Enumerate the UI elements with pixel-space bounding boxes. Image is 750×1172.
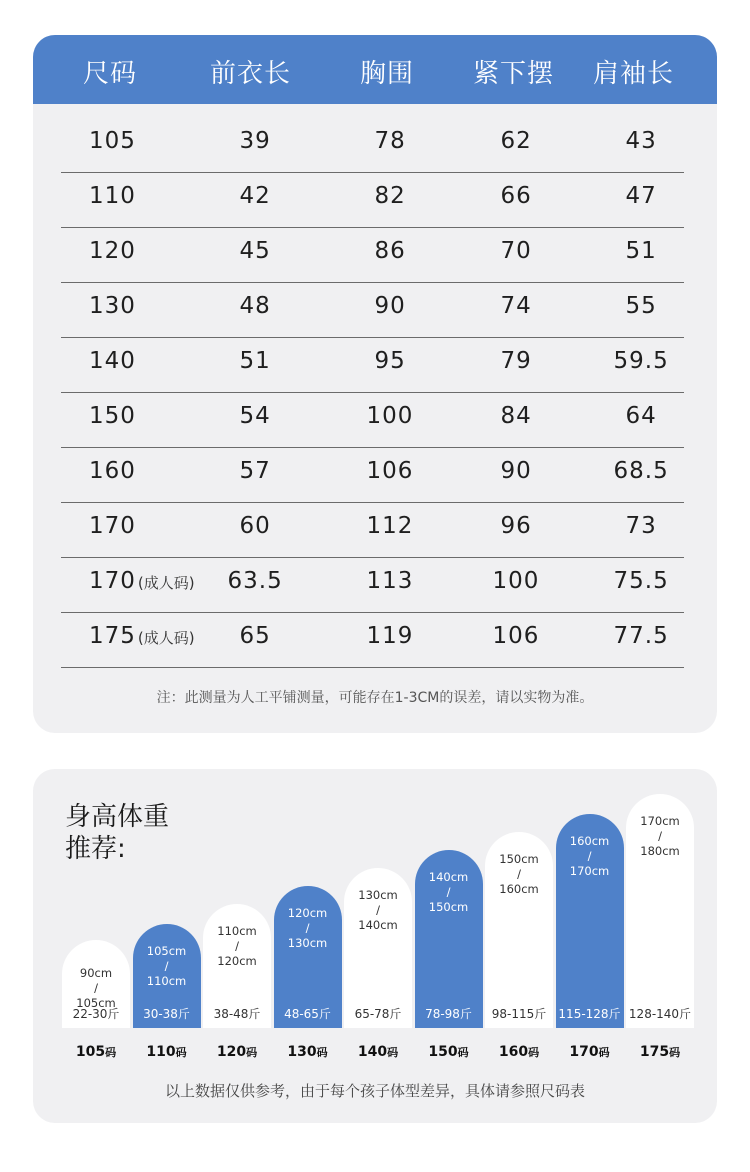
cell-value: 62 (500, 128, 532, 154)
height-weight-bar (626, 794, 694, 1028)
size-table-card (33, 35, 717, 733)
table-cell-sleeve (614, 458, 669, 484)
cell-value: 64 (625, 403, 657, 429)
cell-value: 78 (374, 128, 406, 154)
table-row (61, 613, 684, 668)
table-cell-chest (367, 623, 414, 649)
cell-value: 55 (625, 293, 657, 319)
size-label (62, 1044, 130, 1060)
size-number: 150 (428, 1044, 458, 1060)
cell-value: 42 (239, 183, 271, 209)
cell-value: 60 (239, 513, 271, 539)
weight-range: 65-78斤 (354, 1007, 402, 1021)
weight-range: 128-140斤 (628, 1007, 692, 1021)
size-number: 120 (216, 1044, 247, 1060)
size-unit: 码 (669, 1046, 681, 1059)
table-cell-chest (367, 403, 414, 429)
table-cell-size (89, 348, 136, 374)
height-sep: / (446, 885, 451, 899)
cell-value: 54 (239, 403, 271, 429)
table-cell-sleeve (614, 348, 669, 374)
table-cell-hem (501, 348, 532, 374)
size-label (626, 1044, 694, 1060)
height-top: 130cm (358, 888, 398, 902)
height-top: 150cm (499, 852, 539, 866)
cell-value: 106 (366, 458, 414, 484)
cell-value: 86 (374, 238, 406, 264)
height-sep: / (587, 849, 592, 863)
header-front-length: 前衣长 (210, 59, 292, 89)
table-cell-chest (367, 513, 414, 539)
table-row (61, 228, 684, 283)
size-label (274, 1044, 342, 1060)
table-note: 注：此测量为人工平铺测量，可能存在1-3CM的误差，请以实物为准。 (156, 690, 594, 706)
height-top: 90cm (79, 966, 113, 980)
cell-value: 95 (374, 348, 406, 374)
height-top: 170cm (640, 814, 680, 828)
height-bottom: 160cm (499, 882, 539, 896)
recommendation-title-line1: 身高体重 (65, 802, 170, 832)
height-sep: / (94, 981, 98, 995)
height-range (274, 906, 342, 951)
table-cell-size (89, 403, 136, 429)
header-shoulder-sleeve: 肩袖长 (593, 59, 675, 89)
table-cell-size (89, 128, 136, 154)
table-cell-sleeve (626, 183, 657, 209)
cell-value: 106 (492, 623, 540, 649)
size-label (203, 1044, 271, 1060)
height-bottom: 180cm (640, 844, 680, 858)
size-number: 130 (287, 1044, 317, 1060)
table-row (61, 448, 684, 503)
cell-value: 63.5 (227, 568, 283, 594)
size-unit: 码 (105, 1046, 117, 1059)
size-number: 160 (498, 1044, 529, 1060)
height-top: 110cm (217, 924, 257, 938)
table-cell-hem (501, 458, 532, 484)
recommendation-card (33, 769, 717, 1123)
height-weight-bar (203, 904, 271, 1028)
table-cell-front-length (240, 238, 271, 264)
height-bottom: 170cm (569, 864, 610, 878)
size-unit: 码 (387, 1046, 399, 1059)
height-sep: / (305, 921, 310, 935)
size-number: 170 (569, 1044, 599, 1060)
weight-range: 48-65斤 (284, 1007, 331, 1021)
height-weight-bar (415, 850, 483, 1028)
cell-value: 45 (239, 238, 271, 264)
height-top: 120cm (287, 906, 328, 920)
cell-value: 105 (89, 128, 136, 154)
weight-range: 30-38斤 (143, 1007, 190, 1021)
cell-value: 68.5 (613, 458, 669, 484)
table-cell-front-length (240, 623, 271, 649)
size-unit: 码 (528, 1046, 540, 1059)
table-cell-sleeve (626, 238, 657, 264)
table-cell-front-length (240, 458, 271, 484)
cell-value: 90 (374, 293, 406, 319)
cell-value: 48 (239, 293, 271, 319)
size-label (415, 1044, 483, 1060)
cell-value: 160 (89, 458, 136, 484)
height-sep: / (164, 959, 169, 973)
height-range (203, 924, 271, 969)
weight-range: 115-128斤 (558, 1007, 621, 1021)
table-cell-front-length (240, 293, 271, 319)
cell-value: 100 (366, 403, 414, 429)
table-cell-sleeve (626, 293, 657, 319)
size-unit: 码 (246, 1046, 258, 1059)
table-cell-size (89, 238, 136, 264)
cell-value: 120 (89, 238, 136, 264)
cell-value: 170 (89, 568, 136, 594)
recommendation-title (65, 801, 169, 865)
height-top: 140cm (428, 870, 469, 884)
table-cell-chest (375, 238, 406, 264)
cell-value: 100 (492, 568, 540, 594)
table-cell-sleeve (614, 568, 669, 594)
size-note: (成人码) (137, 629, 195, 647)
cell-value: 74 (500, 293, 532, 319)
table-cell-sleeve (626, 403, 657, 429)
size-number: 110 (146, 1044, 176, 1060)
table-cell-front-length (240, 128, 271, 154)
table-cell-chest (375, 348, 406, 374)
height-bottom: 130cm (287, 936, 328, 950)
table-cell-hem (501, 403, 532, 429)
cell-value: 70 (500, 238, 532, 264)
height-sep: / (658, 829, 662, 843)
header-size: 尺码 (83, 59, 138, 89)
table-cell-size (89, 183, 136, 209)
cell-value: 39 (239, 128, 271, 154)
table-cell-hem (493, 568, 540, 594)
table-cell-chest (367, 458, 414, 484)
cell-value: 66 (500, 183, 532, 209)
table-row (61, 393, 684, 448)
cell-value: 77.5 (613, 623, 669, 649)
size-unit: 码 (598, 1046, 610, 1059)
table-cell-chest (375, 128, 406, 154)
height-range (415, 870, 483, 915)
table-row (61, 503, 684, 558)
weight-range: 38-48斤 (213, 1007, 261, 1021)
weight-range: 78-98斤 (425, 1007, 472, 1021)
cell-value: 150 (89, 403, 136, 429)
header-hem: 紧下摆 (473, 59, 555, 89)
size-label (556, 1044, 624, 1060)
cell-value: 79 (500, 348, 532, 374)
height-bottom: 140cm (358, 918, 398, 932)
recommendation-title-line2: 推荐: (65, 834, 126, 864)
height-range (133, 944, 201, 989)
table-cell-size (89, 513, 136, 539)
height-bottom: 105cm (76, 996, 116, 1010)
cell-value: 175 (89, 623, 136, 649)
height-bottom: 150cm (428, 900, 469, 914)
table-cell-front-length (240, 348, 271, 374)
size-label (485, 1044, 553, 1060)
table-cell-size (89, 458, 136, 484)
height-weight-bar (344, 868, 412, 1028)
header-chest: 胸围 (360, 59, 415, 89)
table-cell-front-length (228, 568, 283, 594)
table-cell-hem (501, 128, 532, 154)
cell-value: 43 (625, 128, 657, 154)
table-cell-sleeve (626, 128, 657, 154)
table-row (61, 558, 684, 613)
size-unit: 码 (175, 1046, 187, 1059)
height-weight-bar (133, 924, 201, 1028)
cell-value: 59.5 (613, 348, 669, 374)
cell-value: 73 (625, 513, 657, 539)
size-number: 175 (639, 1044, 670, 1060)
table-row (61, 283, 684, 338)
cell-value: 140 (89, 348, 136, 374)
table-cell-chest (375, 293, 406, 319)
cell-value: 65 (239, 623, 271, 649)
cell-value: 75.5 (613, 568, 669, 594)
height-weight-bar (485, 832, 553, 1028)
table-cell-front-length (240, 513, 271, 539)
height-sep: / (376, 903, 380, 917)
recommendation-note: 以上数据仅供参考，由于每个孩子体型差异，具体请参照尺码表 (164, 1082, 585, 1100)
height-range (556, 834, 624, 879)
height-sep: / (235, 939, 239, 953)
table-cell-hem (501, 183, 532, 209)
size-label (133, 1044, 201, 1060)
cell-value: 112 (366, 513, 414, 539)
cell-value: 119 (366, 623, 414, 649)
height-range (485, 852, 553, 897)
table-row (61, 118, 684, 173)
size-unit: 码 (457, 1046, 469, 1059)
size-table-header (33, 35, 717, 104)
table-cell-chest (375, 183, 406, 209)
height-bottom: 110cm (146, 974, 187, 988)
cell-value: 90 (500, 458, 532, 484)
cell-value: 57 (239, 458, 271, 484)
size-table-rows (61, 118, 684, 668)
size-note: (成人码) (137, 574, 195, 592)
table-row (61, 338, 684, 393)
cell-value: 51 (239, 348, 271, 374)
height-range (626, 814, 694, 859)
cell-value: 170 (89, 513, 136, 539)
cell-value: 113 (366, 568, 414, 594)
table-cell-front-length (240, 403, 271, 429)
height-top: 160cm (569, 834, 610, 848)
weight-range: 98-115斤 (491, 1007, 547, 1021)
table-cell-hem (501, 293, 532, 319)
size-unit: 码 (316, 1046, 328, 1059)
cell-value: 47 (625, 183, 657, 209)
height-top: 105cm (146, 944, 187, 958)
cell-value: 96 (500, 513, 532, 539)
table-cell-hem (493, 623, 540, 649)
table-cell-hem (501, 238, 532, 264)
weight-range: 22-30斤 (72, 1007, 120, 1021)
table-cell-size (89, 623, 195, 649)
cell-value: 110 (89, 183, 136, 209)
table-row (61, 173, 684, 228)
table-cell-chest (367, 568, 414, 594)
height-bottom: 120cm (217, 954, 257, 968)
size-label (344, 1044, 412, 1060)
table-cell-size (89, 568, 195, 594)
height-weight-bar (62, 940, 130, 1028)
size-number: 105 (75, 1044, 106, 1060)
cell-value: 82 (374, 183, 406, 209)
cell-value: 84 (500, 403, 532, 429)
height-weight-bar (556, 814, 624, 1028)
height-range (344, 888, 412, 933)
cell-value: 51 (625, 238, 657, 264)
table-cell-front-length (240, 183, 271, 209)
table-cell-hem (501, 513, 532, 539)
table-cell-sleeve (614, 623, 669, 649)
height-weight-bar (274, 886, 342, 1028)
cell-value: 130 (89, 293, 136, 319)
size-number: 140 (357, 1044, 388, 1060)
table-cell-sleeve (626, 513, 657, 539)
table-cell-size (89, 293, 136, 319)
height-sep: / (517, 867, 521, 881)
